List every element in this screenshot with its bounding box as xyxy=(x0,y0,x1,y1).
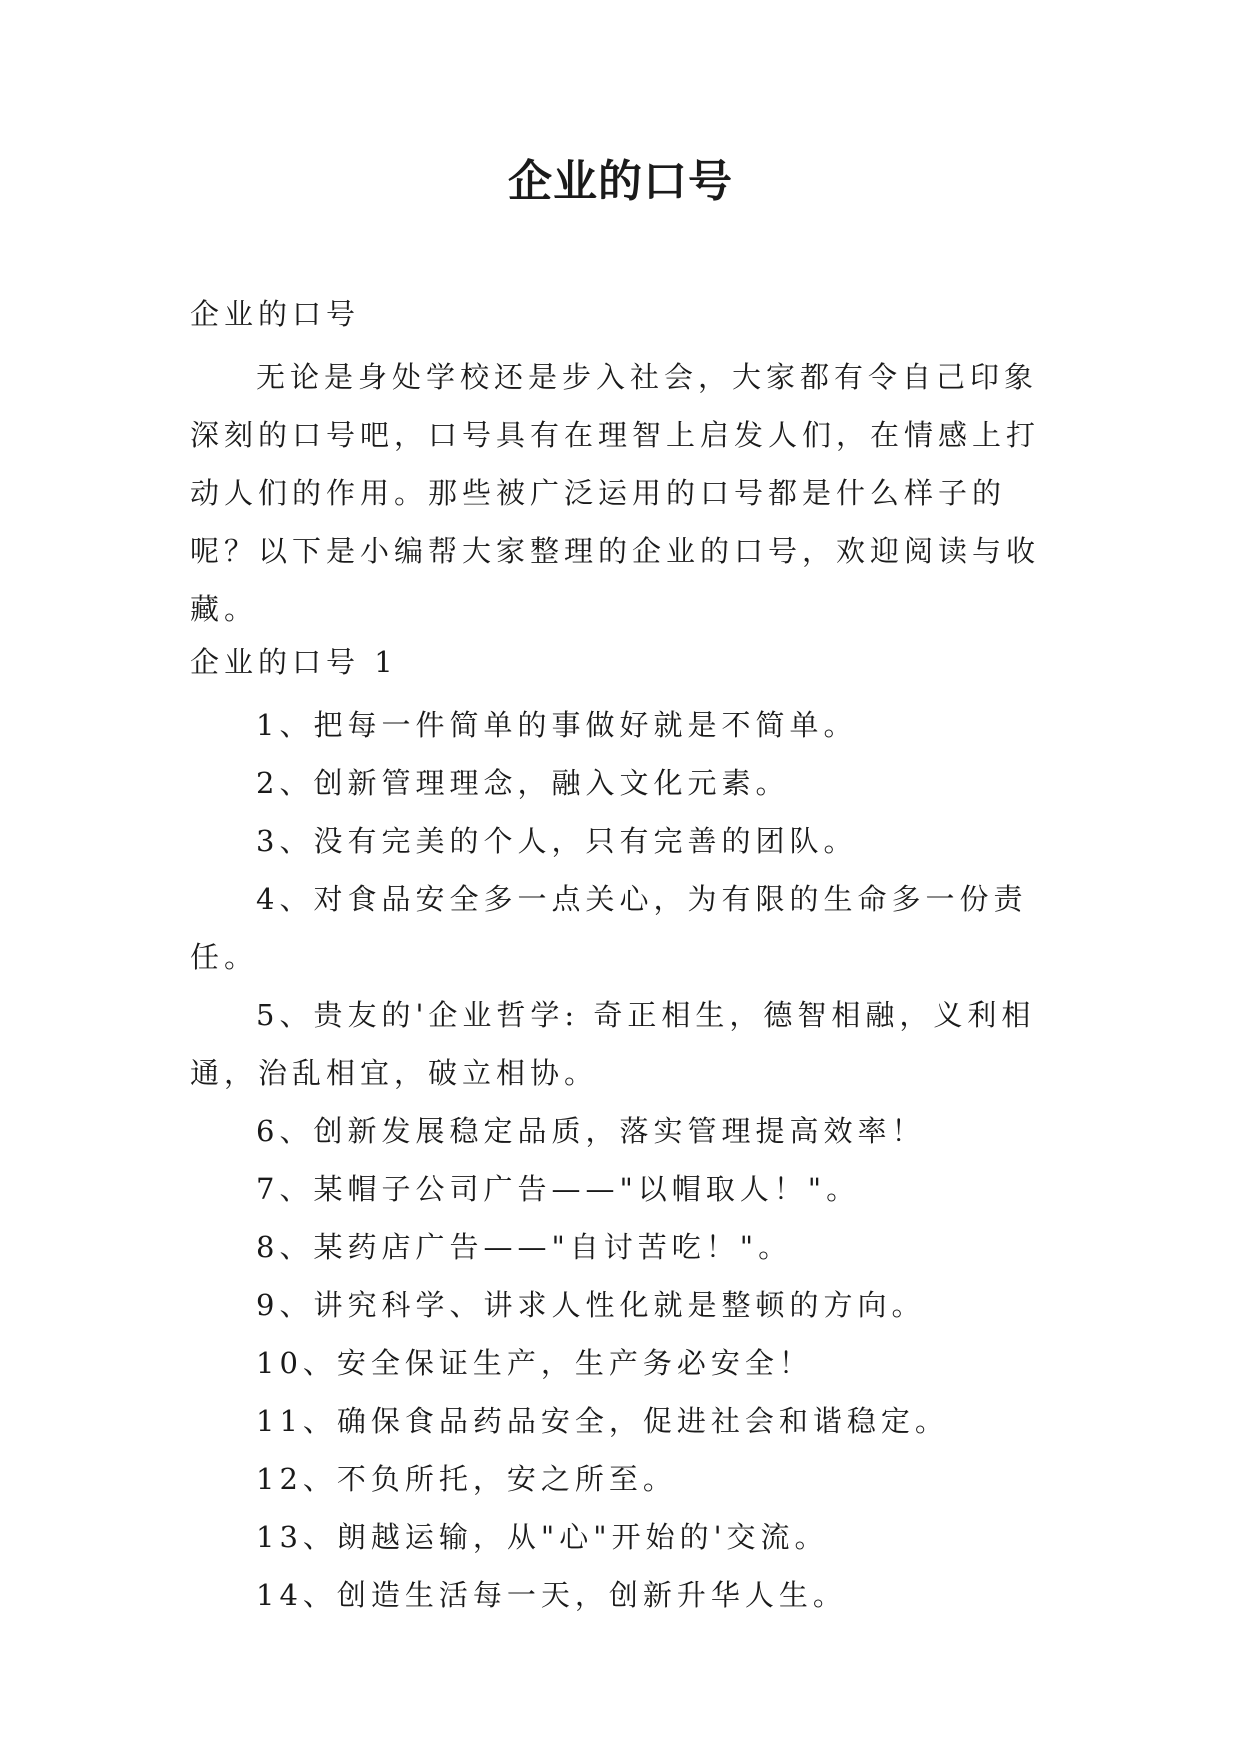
slogan-item: 3、没有完美的个人，只有完善的团队。 xyxy=(256,824,858,858)
slogan-item: 14、创造生活每一天，创新升华人生。 xyxy=(256,1578,847,1612)
slogan-item: 11、确保食品药品安全，促进社会和谐稳定。 xyxy=(256,1404,949,1438)
slogan-item: 12、不负所托，安之所至。 xyxy=(256,1462,677,1496)
slogan-item: 1、把每一件简单的事做好就是不简单。 xyxy=(256,708,858,742)
slogan-item: 4、对食品安全多一点关心，为有限的生命多一份责任。 xyxy=(190,882,1028,974)
intro-paragraph: 无论是身处学校还是步入社会，大家都有令自己印象深刻的口号吧，口号具有在理智上启发人们，在情感上打动人们的作用。那些被广泛运用的口号都是什么样子的呢？以下是小编帮大家整理的企业的口号，欢迎阅读与收藏。 xyxy=(190,360,1041,626)
slogan-item: 10、安全保证生产，生产务必安全！ xyxy=(256,1346,813,1380)
slogan-list xyxy=(190,696,1080,1624)
intro-heading: 企业的口号 xyxy=(190,297,361,331)
slogan-item: 6、创新发展稳定品质，落实管理提高效率！ xyxy=(256,1114,926,1148)
slogan-item: 13、朗越运输，从"心"开始的'交流。 xyxy=(256,1520,829,1554)
section-heading: 企业的口号 1 xyxy=(190,645,398,679)
slogan-item: 7、某帽子公司广告——"以帽取人！"。 xyxy=(256,1172,861,1206)
slogan-item: 5、贵友的'企业哲学: 奇正相生，德智相融，义利相通，治乱相宜，破立相协。 xyxy=(190,998,1036,1090)
slogan-item: 2、创新管理理念，融入文化元素。 xyxy=(256,766,790,800)
document-title: 企业的口号 xyxy=(508,156,733,207)
slogan-item: 9、讲究科学、讲求人性化就是整顿的方向。 xyxy=(256,1288,926,1322)
slogan-item: 8、某药店广告——"自讨苦吃！"。 xyxy=(256,1230,793,1264)
